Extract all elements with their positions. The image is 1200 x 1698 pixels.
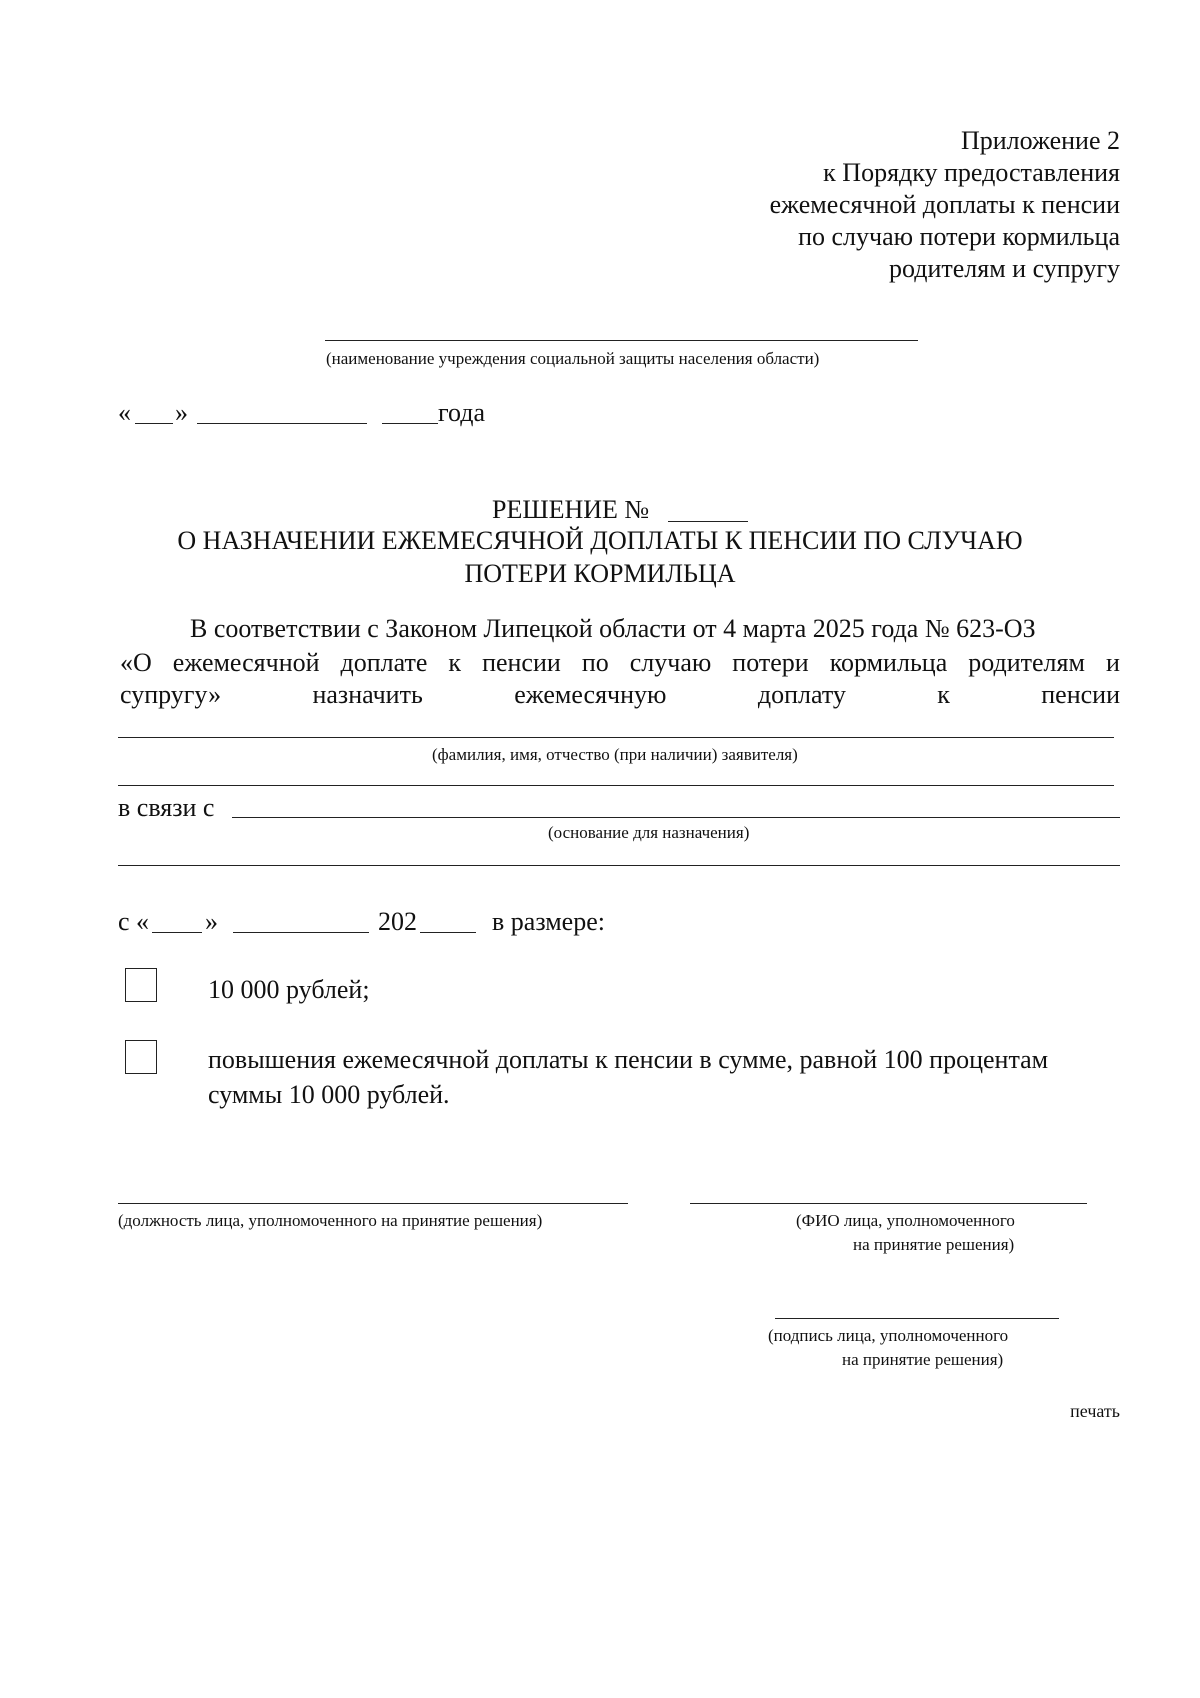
body-line-2-word: ежемесячной: [172, 648, 320, 677]
date-year-word: года: [438, 398, 486, 427]
fio-caption-line-2: на принятие решения): [853, 1235, 1015, 1254]
body-line-2-word: к: [448, 648, 462, 677]
reason-field-line-2: [118, 865, 1120, 866]
body-line-2-word: доплате: [340, 648, 428, 677]
year-field-line: [382, 423, 438, 424]
appendix-line-3: ежемесячной доплаты к пенсии: [769, 190, 1120, 219]
institution-caption: (наименование учреждения социальной защиты населения области): [326, 349, 820, 368]
fio-field-line: [690, 1203, 1087, 1204]
applicant-field-line: [118, 737, 1114, 738]
option-2-label-line-1: повышения ежемесячной доплаты к пенсии в сумме, равной 100 процентам: [208, 1045, 1049, 1074]
start-prefix: с «: [118, 907, 150, 936]
start-month-line: [233, 932, 369, 933]
body-line-3-word: пенсии: [1041, 680, 1120, 709]
start-year-line: [420, 932, 476, 933]
body-line-1: В соответствии с Законом Липецкой области от 4 марта 2025 года № 623-ОЗ: [190, 614, 1036, 643]
body-line-2-word: случаю: [629, 648, 712, 677]
reason-caption: (основание для назначения): [548, 823, 750, 842]
appendix-line-1: Приложение 2: [960, 126, 1120, 155]
decision-number-label: РЕШЕНИЕ №: [492, 495, 650, 524]
body-line-3-word: супругу»: [120, 680, 222, 709]
start-year-prefix: 202: [378, 907, 417, 936]
signature-field-line: [775, 1318, 1059, 1319]
start-suffix: в размере:: [492, 907, 605, 936]
applicant-caption: (фамилия, имя, отчество (при наличии) заявителя): [432, 745, 798, 764]
body-line-2-word: пенсии: [482, 648, 561, 677]
date-open-quote: «: [118, 398, 131, 427]
body-line-2-word: потери: [732, 648, 809, 677]
fio-caption-line-1: (ФИО лица, уполномоченного: [796, 1211, 1015, 1230]
applicant-field-line-2: [118, 785, 1114, 786]
signature-caption-line-2: на принятие решения): [842, 1350, 1004, 1369]
institution-field-line: [325, 340, 918, 341]
option-checkbox-2[interactable]: [125, 1040, 157, 1074]
option-checkbox-1[interactable]: [125, 968, 157, 1002]
appendix-line-4: по случаю потери кормильца: [798, 222, 1120, 251]
body-line-3-word: ежемесячную: [514, 680, 667, 709]
position-caption: (должность лица, уполномоченного на принятие решения): [118, 1211, 543, 1230]
day-field-line: [135, 423, 173, 424]
option-2-label-line-2: суммы 10 000 рублей.: [208, 1080, 450, 1109]
appendix-line-5: родителям и супругу: [888, 254, 1120, 283]
position-field-line: [118, 1203, 628, 1204]
body-line-2-word: кормильца: [829, 648, 948, 677]
date-close-quote: »: [175, 398, 188, 427]
heading-line-2: О НАЗНАЧЕНИИ ЕЖЕМЕСЯЧНОЙ ДОПЛАТЫ К ПЕНСИИ ПО СЛУЧАЮ: [177, 526, 1023, 555]
reason-field-line: [232, 817, 1120, 818]
signature-caption-line-1: (подпись лица, уполномоченного: [768, 1326, 1009, 1345]
start-close-quote: »: [205, 907, 218, 936]
body-line-3: [120, 682, 1120, 708]
body-line-3-word: доплату: [757, 680, 846, 709]
reason-label: в связи с: [118, 793, 215, 822]
heading-line-3: ПОТЕРИ КОРМИЛЬЦА: [464, 559, 736, 588]
body-line-3-word: назначить: [312, 680, 423, 709]
appendix-line-2: к Порядку предоставления: [823, 158, 1120, 187]
body-line-2-word: родителям: [968, 648, 1085, 677]
start-day-line: [152, 932, 202, 933]
body-line-2-word: «О: [120, 648, 152, 677]
body-line-2-word: и: [1105, 648, 1120, 677]
body-line-3-word: к: [937, 680, 950, 709]
option-1-label: 10 000 рублей;: [208, 975, 370, 1004]
decision-number-line: [668, 521, 748, 522]
body-line-2-word: по: [581, 648, 609, 677]
body-line-2: [120, 650, 1120, 676]
month-field-line: [197, 423, 367, 424]
stamp-label: печать: [1070, 1401, 1120, 1421]
